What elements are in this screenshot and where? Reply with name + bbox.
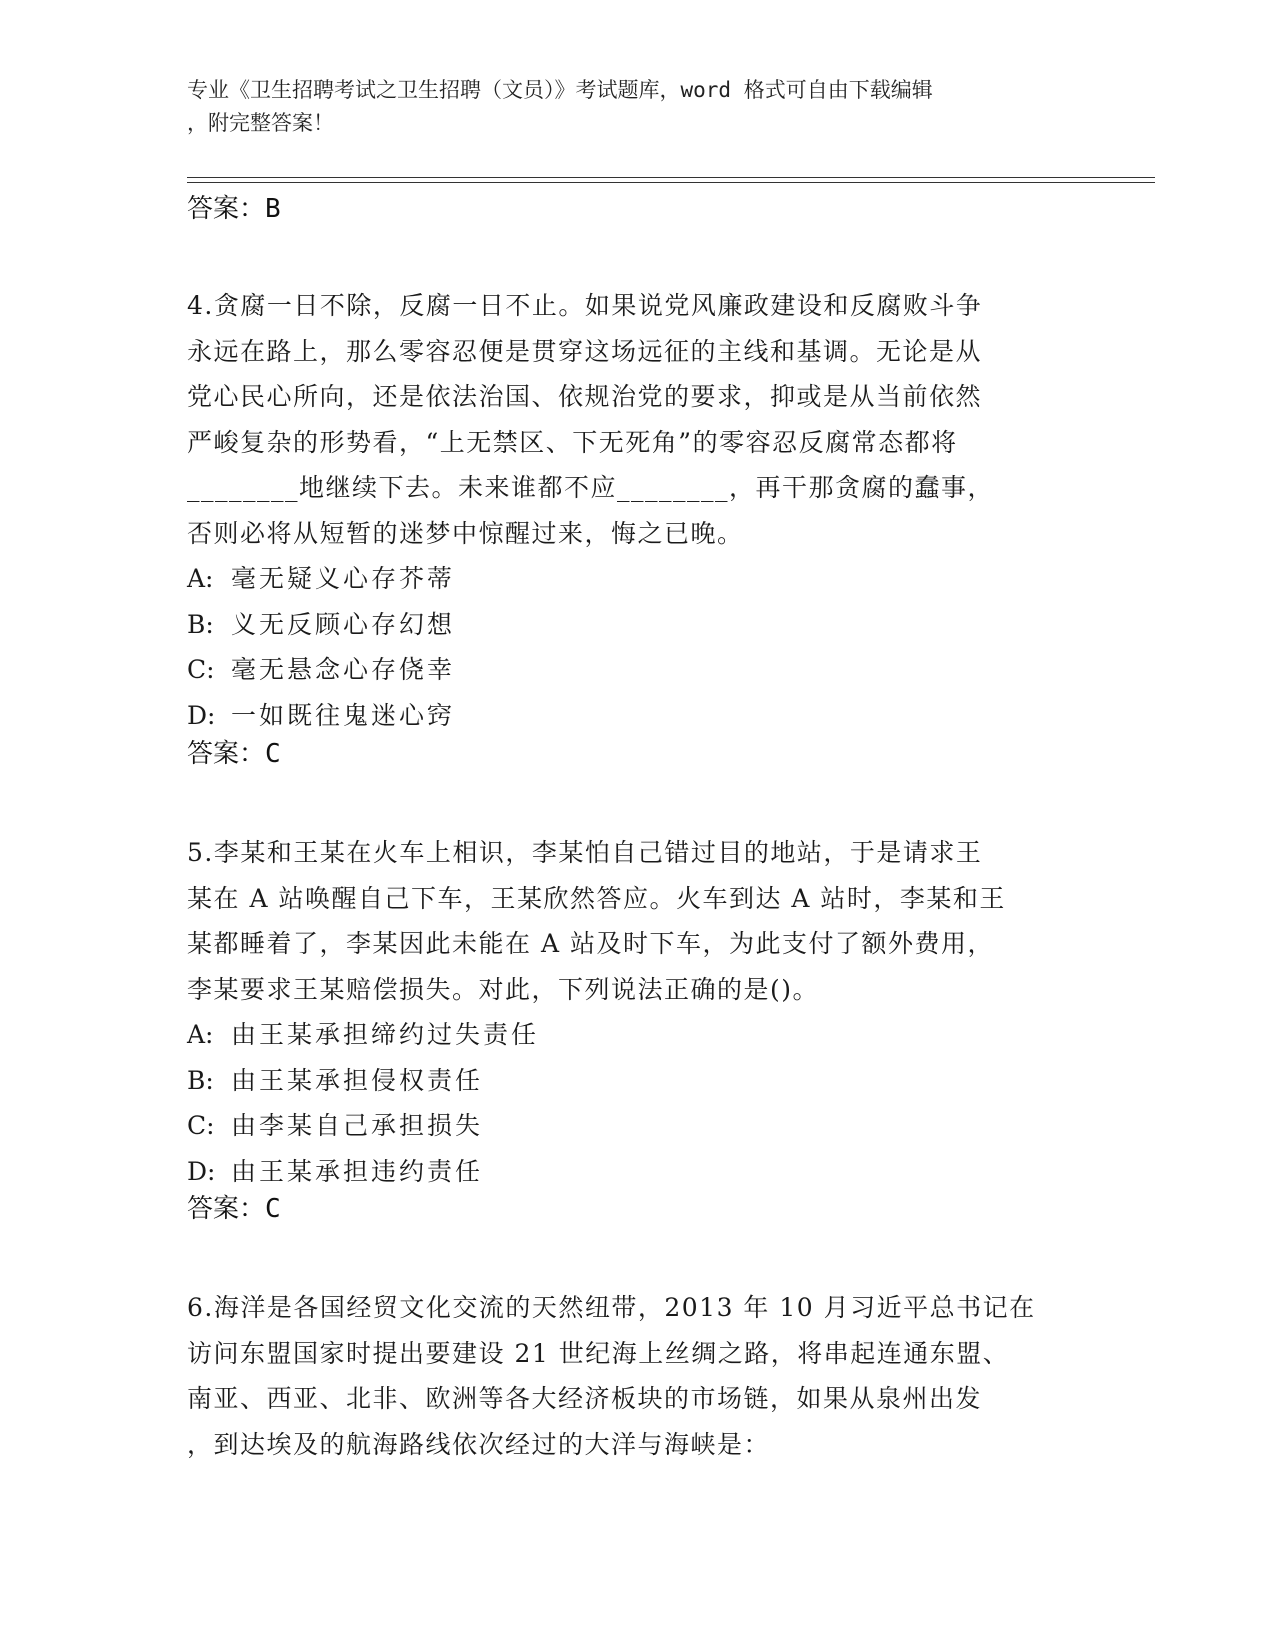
option-key: C: <box>187 1111 215 1140</box>
question-4-answer: 答案：C <box>187 739 281 769</box>
stem-line: 否则必将从短暂的迷梦中惊醒过来，悔之已晚。 <box>187 518 744 548</box>
option-key: B: <box>187 1065 214 1095</box>
stem-line: 李某要求王某赔偿损失。对此，下列说法正确的是()。 <box>187 974 820 1004</box>
question-4 <box>187 283 1087 738</box>
option-key: D: <box>187 700 216 730</box>
question-5-answer: 答案：C <box>187 1194 281 1224</box>
page-header <box>187 74 1087 140</box>
previous-answer: 答案：B <box>187 194 281 224</box>
option-text: 毫无疑义心存芥蒂 <box>231 564 456 593</box>
option-text: 由王某承担缔约过失责任 <box>231 1020 540 1049</box>
header-line-1: 专业《卫生招聘考试之卫生招聘（文员）》考试题库，word 格式可自由下载编辑 <box>187 78 933 102</box>
question-stem <box>187 1285 1087 1467</box>
header-rule-bottom <box>187 182 1155 183</box>
stem-line: ，到达埃及的航海路线依次经过的大洋与海峡是： <box>187 1429 771 1459</box>
stem-line: 党心民心所向，还是依法治国、依规治党的要求，抑或是从当前依然 <box>187 382 983 411</box>
stem-line: 南亚、西亚、北非、欧洲等各大经济板块的市场链，如果从泉州出发 <box>187 1384 983 1413</box>
option-d <box>187 693 1087 739</box>
question-stem <box>187 283 1087 556</box>
stem-line: 5.李某和王某在火车上相识，李某怕自己错过目的地站，于是请求王 <box>187 838 983 867</box>
option-key: C: <box>187 655 215 684</box>
stem-line: 某在 A 站唤醒自己下车，王某欣然答应。火车到达 A 站时，李某和王 <box>187 883 1006 913</box>
option-text: 一如既往鬼迷心窍 <box>231 700 456 730</box>
stem-line: 永远在路上，那么零容忍便是贯穿这场远征的主线和基调。无论是从 <box>187 336 983 366</box>
question-5 <box>187 830 1087 1194</box>
option-c <box>187 647 1087 693</box>
option-a <box>187 1012 1087 1058</box>
option-text: 毫无悬念心存侥幸 <box>231 655 456 684</box>
stem-line: ________地继续下去。未来谁都不应________，再干那贪腐的蠢事， <box>187 473 995 502</box>
stem-line: 4.贪腐一日不除，反腐一日不止。如果说党风廉政建设和反腐败斗争 <box>187 291 983 320</box>
option-c <box>187 1103 1087 1149</box>
option-key: A: <box>187 1020 214 1049</box>
option-b <box>187 602 1087 648</box>
stem-line: 6.海洋是各国经贸文化交流的天然纽带，2013 年 10 月习近平总书记在 <box>187 1293 1036 1322</box>
option-d <box>187 1149 1087 1195</box>
option-key: A: <box>187 564 214 593</box>
option-text: 由王某承担侵权责任 <box>231 1065 484 1095</box>
option-a <box>187 556 1087 602</box>
question-stem <box>187 830 1087 1012</box>
option-key: D: <box>187 1156 216 1186</box>
stem-line: 访问东盟国家时提出要建设 21 世纪海上丝绸之路，将串起连通东盟、 <box>187 1338 1010 1368</box>
header-line-2: ，附完整答案！ <box>187 111 334 135</box>
question-6 <box>187 1285 1087 1467</box>
stem-line: 某都睡着了，李某因此未能在 A 站及时下车，为此支付了额外费用， <box>187 929 994 958</box>
option-text: 义无反顾心存幻想 <box>231 609 456 639</box>
header-rule-top <box>187 177 1155 178</box>
option-text: 由李某自己承担损失 <box>231 1111 484 1140</box>
option-key: B: <box>187 609 214 639</box>
option-b <box>187 1058 1087 1104</box>
option-text: 由王某承担违约责任 <box>231 1156 484 1186</box>
stem-line: 严峻复杂的形势看，“上无禁区、下无死角”的零容忍反腐常态都将 <box>187 427 958 457</box>
